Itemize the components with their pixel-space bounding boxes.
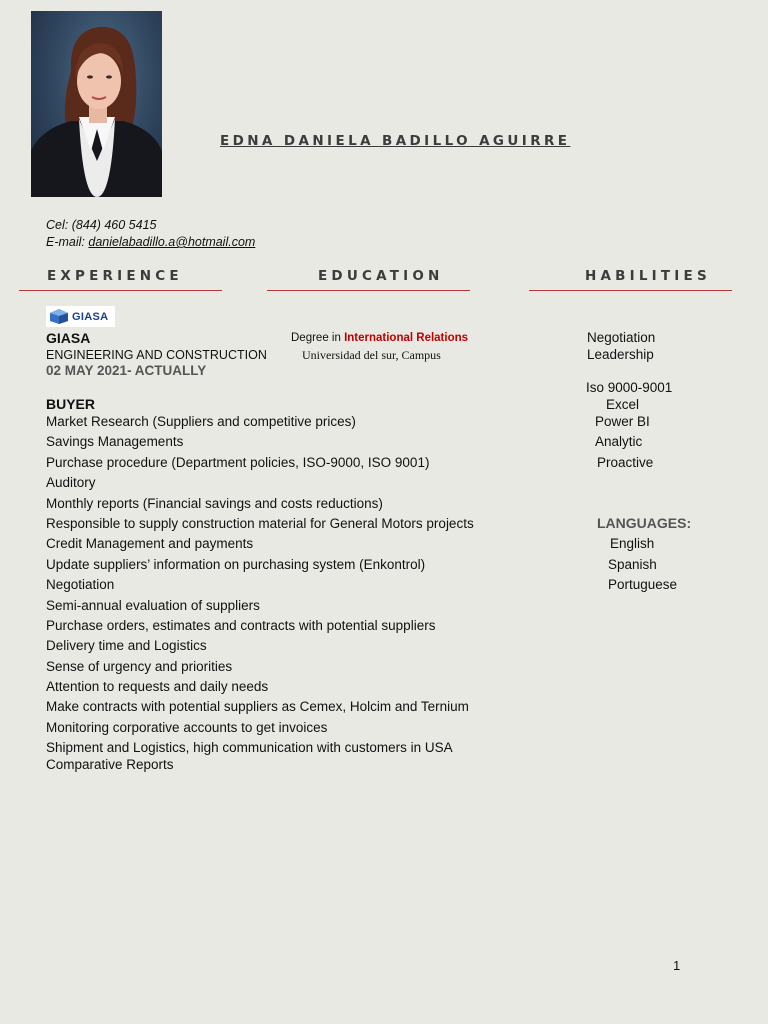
list-item: Semi-annual evaluation of suppliers [46, 597, 260, 613]
list-item: Monitoring corporative accounts to get invoices [46, 719, 328, 735]
job-role: BUYER [46, 396, 96, 412]
candidate-name: EDNA DANIELA BADILLO AGUIRRE [220, 133, 571, 149]
list-item: Comparative Reports [46, 756, 174, 772]
language-item: Portuguese [608, 577, 678, 592]
list-item: Monthly reports (Financial savings and costs reductions) [46, 495, 383, 511]
list-item: Update suppliers’ information on purchasing system (Enkontrol) [46, 556, 426, 572]
duties-list [46, 413, 474, 776]
hability-item: Proactive [597, 455, 654, 470]
hability-item: Power BI [595, 414, 650, 429]
degree-field: International Relations [344, 332, 469, 344]
list-item: Market Research (Suppliers and competitive prices) [46, 414, 356, 429]
list-item: Auditory [46, 475, 96, 491]
list-item: Attention to requests and daily needs [46, 679, 269, 695]
list-item: Purchase procedure (Department policies, ISO-9000, ISO 9001) [46, 454, 430, 470]
section-education-heading: EDUCATION [318, 268, 444, 284]
list-item: Make contracts with potential suppliers as Cemex, Holcim and Ternium [46, 699, 469, 715]
company-logo [46, 306, 115, 327]
experience-divider [19, 290, 222, 291]
hability-item: Excel [606, 397, 640, 412]
page-number: 1 [673, 958, 681, 973]
list-item: Sense of urgency and priorities [46, 658, 233, 674]
hability-item: Iso 9000-9001 [586, 380, 673, 395]
phone-number: Cel: (844) 460 5415 [46, 218, 157, 232]
portrait-image [31, 11, 162, 197]
hability-item: Negotiation [587, 330, 656, 345]
degree-prefix: Degree in [291, 332, 345, 344]
hability-item: Analytic [595, 434, 643, 449]
email-line [46, 235, 255, 249]
habilities-divider [529, 290, 732, 291]
profile-photo [31, 11, 162, 197]
cube-icon [49, 308, 69, 325]
languages-heading: LANGUAGES: [597, 515, 692, 531]
email-link[interactable]: danielabadillo.a@hotmail.com [88, 235, 256, 249]
education-divider [267, 290, 470, 291]
email-label: E-mail: [46, 235, 89, 249]
list-item: Negotiation [46, 577, 115, 593]
logo-text: GIASA [72, 310, 109, 323]
education-school: Universidad del sur, Campus [302, 348, 441, 362]
list-item: Credit Management and payments [46, 536, 254, 552]
list-item: Savings Managements [46, 434, 184, 450]
employment-dates: 02 MAY 2021- ACTUALLY [46, 363, 207, 378]
list-item: Delivery time and Logistics [46, 638, 207, 654]
list-item: Responsible to supply construction material for General Motors projects [46, 515, 474, 531]
language-item: Spanish [608, 557, 657, 572]
language-item: English [610, 536, 655, 551]
education-degree [291, 332, 468, 344]
list-item: Shipment and Logistics, high communication with customers in USA [46, 740, 453, 756]
company-type: ENGINEERING AND CONSTRUCTION [46, 348, 267, 362]
list-item: Purchase orders, estimates and contracts with potential suppliers [46, 617, 436, 633]
section-experience-heading: EXPERIENCE [47, 268, 183, 284]
section-habilities-heading: HABILITIES [585, 268, 711, 284]
hability-item: Leadership [587, 347, 654, 362]
company-name: GIASA [46, 330, 91, 346]
